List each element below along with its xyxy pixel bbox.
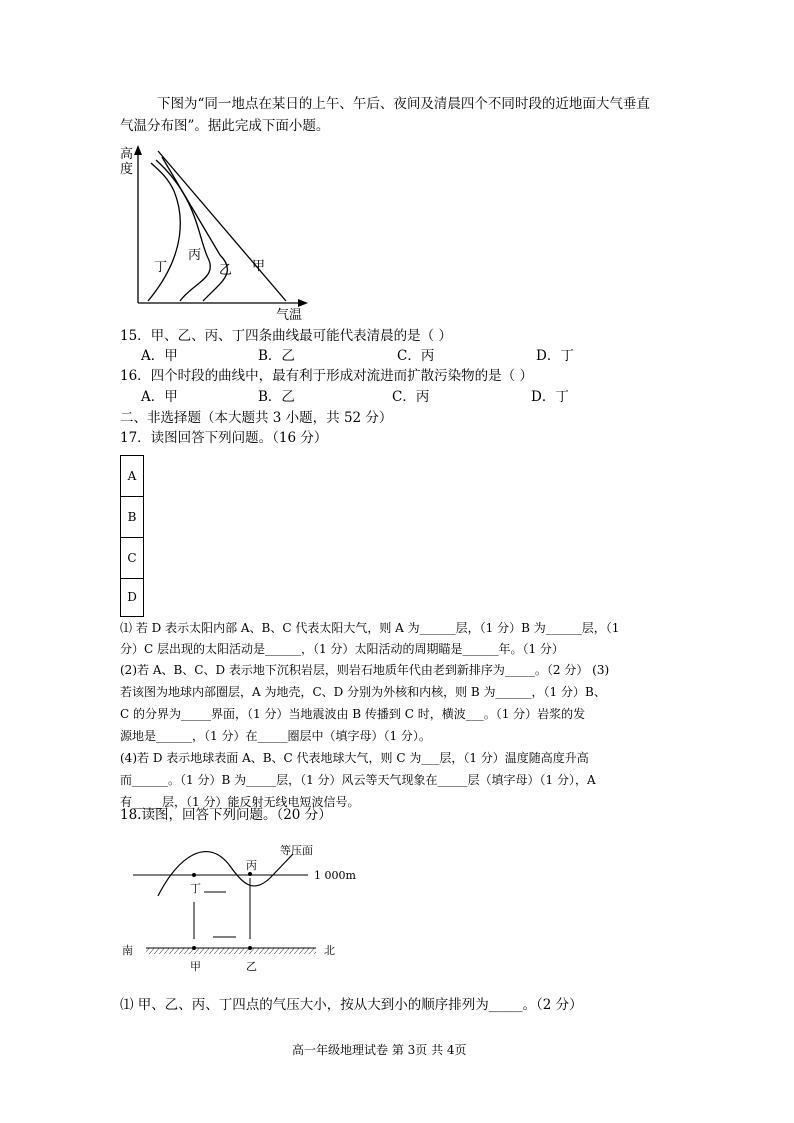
- q15-option-d: D．丁: [536, 348, 574, 364]
- y-label-1: 高: [120, 147, 134, 162]
- curve-label-bing: 丙: [188, 248, 202, 263]
- layer-box-d: D: [120, 578, 144, 617]
- temperature-profile-figure: [118, 143, 318, 323]
- point-bing: [248, 872, 252, 876]
- north-label: 北: [324, 944, 335, 957]
- intro-line-1: 下图为“同一地点在某日的上午、午后、夜间及清晨四个不同时段的近地面大气垂直: [157, 96, 650, 112]
- q18-stem: 18.读图，回答下列问题。（20 分）: [120, 807, 332, 823]
- q16-option-c: C．丙: [392, 389, 430, 405]
- isobar-label: 等压面: [280, 844, 313, 857]
- point-jia-label: 甲: [190, 960, 201, 973]
- q15-option-a: A．甲: [141, 348, 178, 364]
- point-yi-label: 乙: [246, 960, 257, 973]
- layer-box-a: A: [120, 455, 144, 497]
- q17-part2-line1: (2)若 A、B、C、D 表示地下沉积岩层，则岩石地质年代由老到新排序为_____。（2 分） (3): [120, 663, 610, 677]
- q17-part1-line2: 分）C 层出现的太阳活动是______，（1 分）太阳活动的周期瞄是______年。（1 分）: [120, 642, 564, 656]
- q17-stem: 17．读图回答下列问题。（16 分）: [120, 430, 328, 446]
- curve-jia: [158, 151, 286, 301]
- q17-part4-line3: 有_____层，（1 分）能反射无线电短波信号。: [120, 795, 360, 809]
- section-2-heading: 二、非选择题（本大题共 3 小题，共 52 分）: [120, 410, 393, 426]
- curve-yi: [162, 157, 227, 301]
- q17-part3-line3: 源地是______，（1 分）在_____圈层中（填字母）（1 分）。: [120, 729, 431, 743]
- q16-option-d: D．丁: [531, 389, 569, 405]
- point-ding-label: 丁: [190, 882, 201, 895]
- curve-ding: [148, 163, 180, 301]
- page-footer: 高一年级地理试卷 第 3页 共 4页: [292, 1043, 467, 1057]
- point-yi: [248, 946, 252, 950]
- q18-part1: ⑴ 甲、乙、丙、丁四点的气压大小，按从大到小的顺序排列为_____。（2 分）: [120, 997, 583, 1013]
- point-ding: [192, 873, 196, 877]
- q17-part4-line1: (4)若 D 表示地球表面 A、B、C 代表地球大气，则 C 为___层，（1 分）温度随高度升高: [120, 751, 589, 765]
- height-label: 1 000m: [314, 869, 356, 882]
- layer-box-c: C: [120, 537, 144, 579]
- ground-hatch: [146, 948, 316, 954]
- q15-option-c: C．丙: [397, 348, 435, 364]
- q15-option-b: B．乙: [258, 348, 295, 364]
- x-label: 气温: [276, 308, 303, 323]
- q17-part3-line2: C 的分界为_____界面，（1 分）当地震波由 B 传播到 C 时，横波___。（1 分）岩浆的发: [120, 707, 586, 721]
- q16-option-a: A．甲: [141, 389, 178, 405]
- q17-part3-line1: 若该图为地球内部圈层，A 为地壳，C、D 分别为外核和内核，则 B 为______，（1 分）B、: [120, 685, 606, 699]
- q16-option-b: B．乙: [258, 389, 295, 405]
- curve-label-ding: 丁: [154, 260, 168, 275]
- q17-part4-line2: 而______。（1 分）B 为_____层，（1 分）风云等天气现象在_____层（填字母）（1 分），A: [120, 773, 596, 787]
- q16-stem: 16．四个时段的曲线中，最有利于形成对流进而扩散污染物的是（ ）: [120, 368, 533, 384]
- intro-line-2: 气温分布图”。据此完成下面小题。: [120, 118, 330, 134]
- point-bing-label: 丙: [246, 859, 257, 872]
- layer-box-b: B: [120, 496, 144, 538]
- isobar-figure: [118, 836, 368, 976]
- point-jia: [192, 946, 196, 950]
- y-label-2: 度: [120, 162, 134, 177]
- y-axis-arrow: [134, 145, 142, 155]
- q15-stem: 15．甲、乙、丙、丁四条曲线最可能代表清晨的是（ ）: [120, 328, 452, 344]
- curve-label-jia: 甲: [252, 259, 266, 274]
- curve-label-yi: 乙: [219, 263, 233, 278]
- q17-part1-line1: ⑴ 若 D 表示太阳内部 A、B、C 代表太阳大气，则 A 为______层，（1 分）B 为______层，（1: [120, 621, 620, 635]
- south-label: 南: [122, 944, 133, 957]
- x-axis-arrow: [298, 299, 308, 307]
- isobaric-surface: [158, 852, 293, 896]
